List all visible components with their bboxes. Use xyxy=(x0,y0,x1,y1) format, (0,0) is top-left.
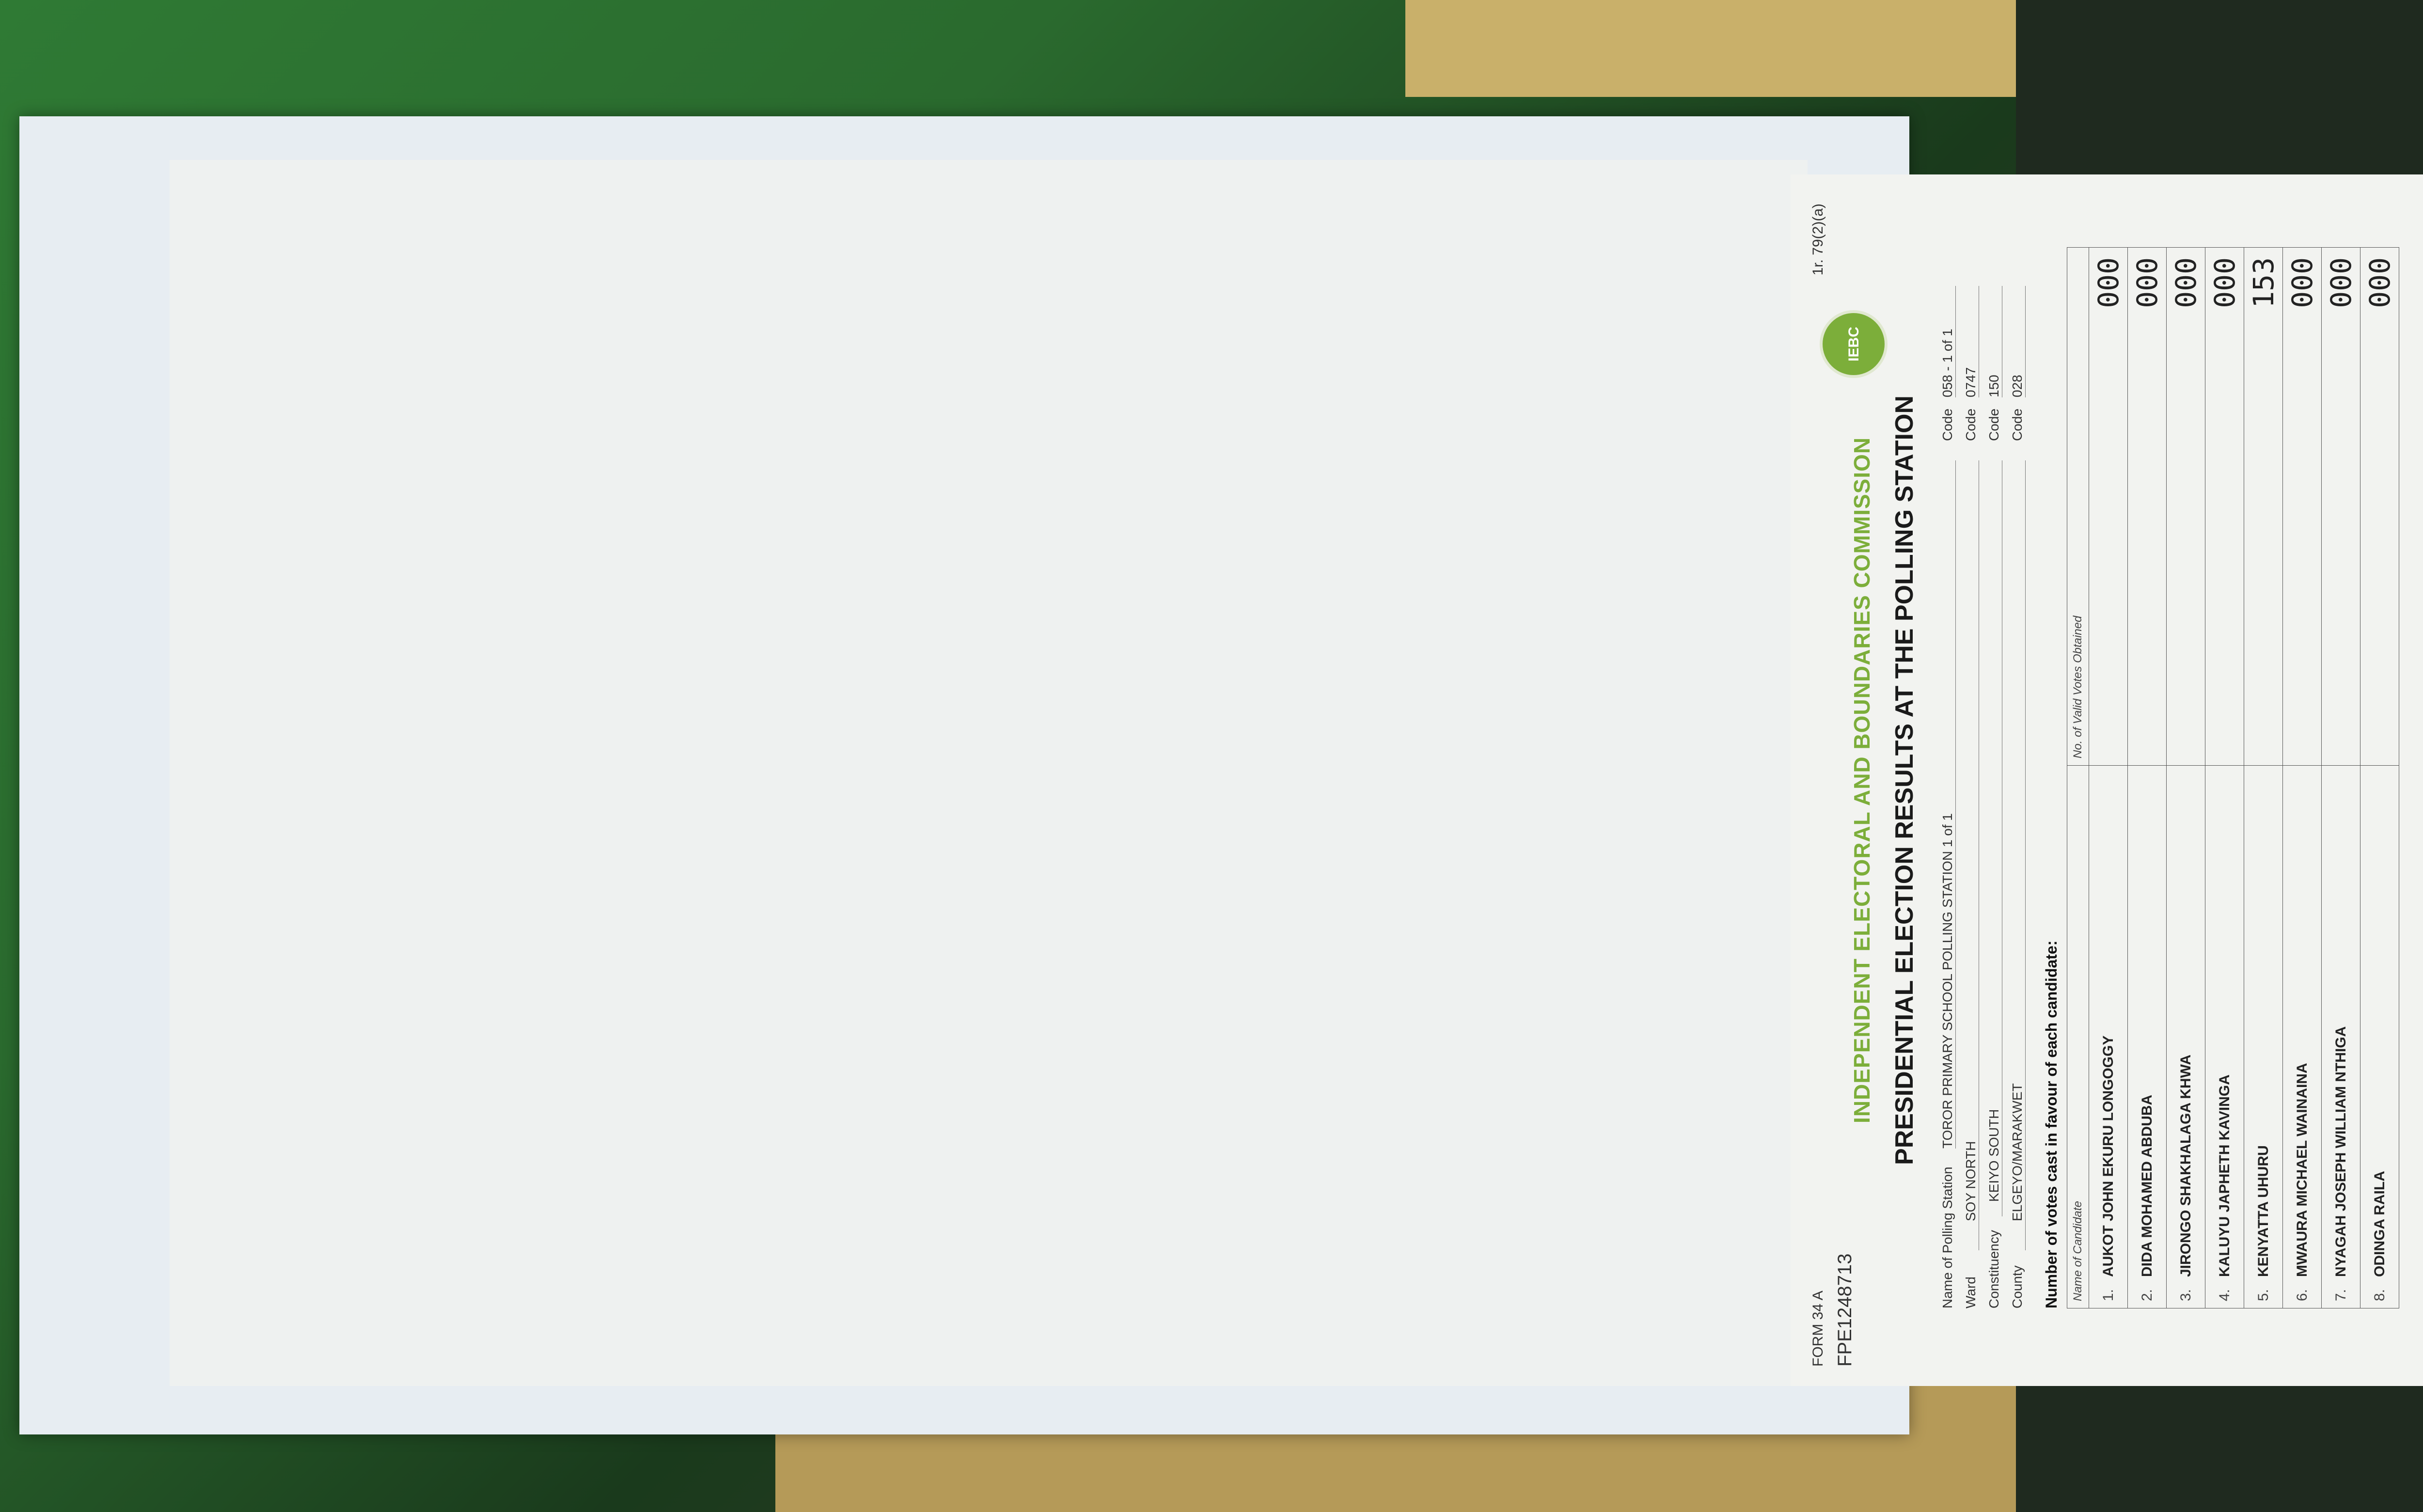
county-code-value: 028 xyxy=(2010,286,2026,397)
table-row: 6.MWAURA MICHAEL WAINAINA 000 xyxy=(2283,248,2322,1308)
polling-station-label: Name of Polling Station xyxy=(1940,1166,1955,1308)
candidate-name: MWAURA MICHAEL WAINAINA xyxy=(2294,1063,2310,1277)
constituency-code-value: 150 xyxy=(1986,286,2002,397)
candidate-name: NYAGAH JOSEPH WILLIAM NTHIGA xyxy=(2332,1026,2349,1277)
form-34a-sheet xyxy=(1791,174,2423,1386)
col-valid-votes: No. of Valid Votes Obtained xyxy=(2067,248,2089,766)
candidate-votes-table xyxy=(2067,247,2399,1308)
table-row: 8.ODINGA RAILA 000 xyxy=(2360,248,2399,1308)
candidate-name: JIRONGO SHAKHALAGA KHWA xyxy=(2177,1055,2194,1277)
table-row: 7.NYAGAH JOSEPH WILLIAM NTHIGA 000 xyxy=(2322,248,2360,1308)
candidate-name: ODINGA RAILA xyxy=(2371,1171,2388,1277)
col-candidate-name: Name of Candidate xyxy=(2067,766,2089,1308)
regulation-code: 1r. 79(2)(a) xyxy=(1810,204,1826,276)
logo-text: IEBC xyxy=(1846,327,1862,362)
table-row: 4.KALUYU JAPHETH KAVINGA 000 xyxy=(2205,248,2244,1308)
votes-section-title: Number of votes cast in favour of each candidate: xyxy=(2043,940,2060,1308)
candidate-name: KENYATTA UHURU xyxy=(2255,1145,2271,1277)
iebc-logo xyxy=(1820,310,1888,378)
polling-station-value: TOROR PRIMARY SCHOOL POLLING STATION 1 of 1 xyxy=(1940,460,1956,1149)
polling-code-value: 058 - 1 of 1 xyxy=(1940,286,1956,397)
constituency-label: Constituency xyxy=(1986,1230,2001,1308)
ward-code-value: 0747 xyxy=(1963,286,1979,397)
organization-name: INDEPENDENT ELECTORAL AND BOUNDARIES COMMISSION xyxy=(1849,437,1874,1124)
ward-value: SOY NORTH xyxy=(1963,460,1979,1250)
candidate-name: KALUYU JAPHETH KAVINGA xyxy=(2216,1074,2233,1277)
polling-code-label: Code xyxy=(1940,409,1955,441)
form-label: FORM 34 A xyxy=(1810,1291,1826,1367)
candidate-name: DIDA MOHAMED ABDUBA xyxy=(2139,1094,2155,1277)
ward-code-label: Code xyxy=(1963,409,1978,441)
county-value: ELGEYO/MARAKWET xyxy=(2010,460,2026,1250)
table-row: 5.KENYATTA UHURU 153 xyxy=(2244,248,2283,1308)
constituency-code-label: Code xyxy=(1986,409,2001,441)
candidate-votes: 000 xyxy=(2128,248,2167,766)
candidate-votes: 000 xyxy=(2283,248,2322,766)
candidate-votes: 000 xyxy=(2167,248,2205,766)
candidate-votes: 000 xyxy=(2089,248,2128,766)
form-title: PRESIDENTIAL ELECTION RESULTS AT THE POLLING STATION xyxy=(1890,395,1919,1165)
county-code-label: Code xyxy=(2010,409,2025,441)
station-info xyxy=(1936,242,2029,1308)
form-serial: FPE1248713 xyxy=(1834,1253,1856,1367)
candidate-votes: 153 xyxy=(2244,248,2283,766)
table-row: 1.AUKOT JOHN EKURU LONGOGGY 000 xyxy=(2089,248,2128,1308)
candidate-votes: 000 xyxy=(2322,248,2360,766)
booklet-page xyxy=(170,160,1808,1386)
table-row: 2.DIDA MOHAMED ABDUBA 000 xyxy=(2128,248,2167,1308)
ward-label: Ward xyxy=(1963,1276,1978,1308)
county-label: County xyxy=(2010,1265,2025,1308)
constituency-value: KEIYO SOUTH xyxy=(1986,460,2002,1216)
table-row: 3.JIRONGO SHAKHALAGA KHWA 000 xyxy=(2167,248,2205,1308)
candidate-name: AUKOT JOHN EKURU LONGOGGY xyxy=(2100,1035,2116,1277)
candidate-votes: 000 xyxy=(2360,248,2399,766)
candidate-votes: 000 xyxy=(2205,248,2244,766)
background-box-top xyxy=(1405,0,2016,97)
